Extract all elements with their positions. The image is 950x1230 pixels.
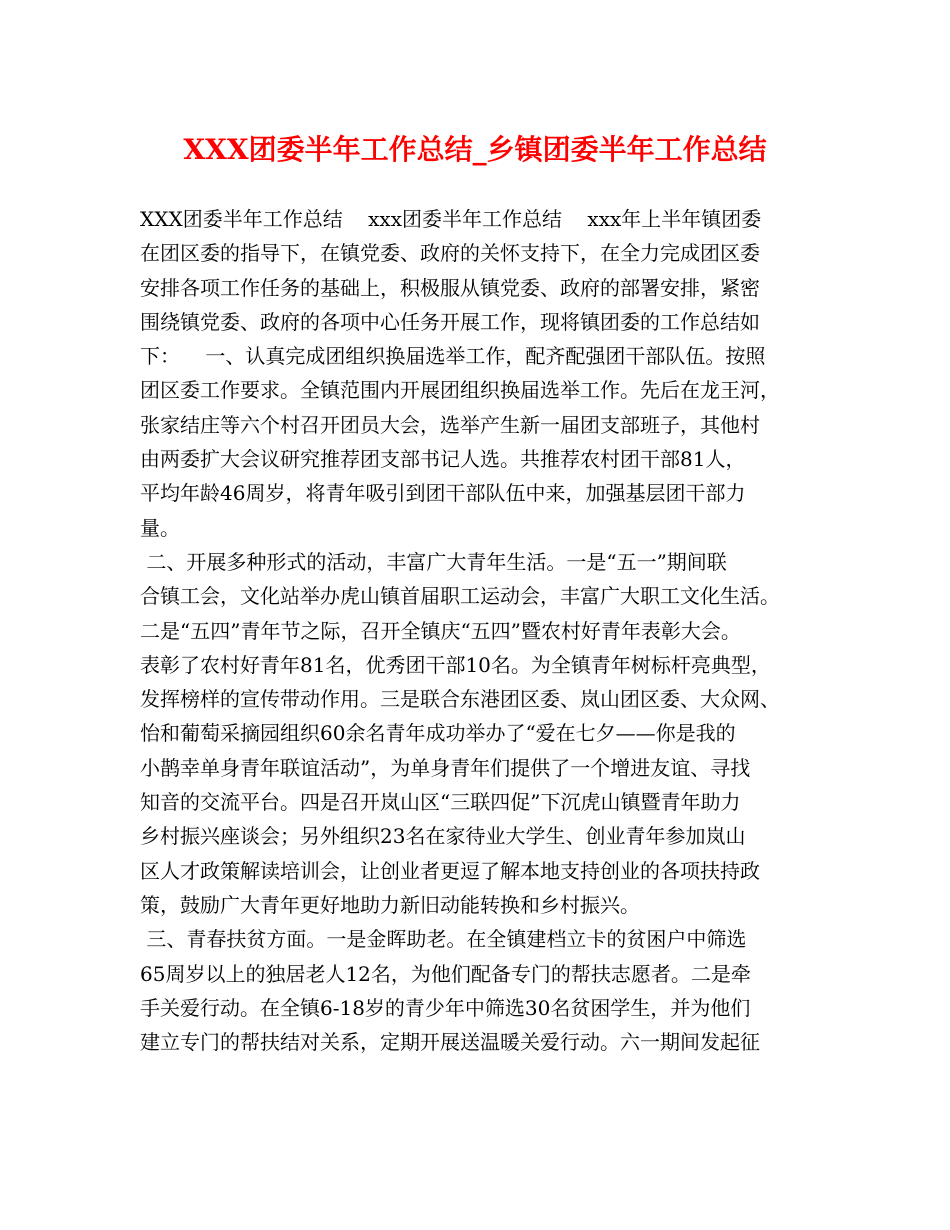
body-line: 三、青春扶贫方面。一是金晖助老。在全镇建档立卡的贫困户中筛选	[140, 927, 747, 952]
body-line: 65周岁以上的独居老人12名，为他们配备专门的帮扶志愿者。二是牵	[140, 961, 751, 986]
body-line: 平均年龄46周岁，将青年吸引到团干部队伍中来，加强基层团干部力	[140, 481, 746, 506]
body-line: 乡村振兴座谈会；另外组织23名在家待业大学生、创业青年参加岚山	[140, 824, 746, 849]
body-line: XXX团委半年工作总结 xxx团委半年工作总结 xxx年上半年镇团委	[140, 207, 762, 231]
body-line: 在团区委的指导下，在镇党委、政府的关怀支持下，在全力完成团区委	[140, 241, 760, 266]
body-line: 下： 一、认真完成团组织换届选举工作，配齐配强团干部队伍。按照	[140, 344, 766, 369]
body-line: 安排各项工作任务的基础上，积极服从镇党委、政府的部署安排，紧密	[140, 275, 760, 300]
body-line: 策，鼓励广大青年更好地助力新旧动能转换和乡村振兴。	[140, 892, 640, 917]
body-line: 怡和葡萄采摘园组织60余名青年成功举办了“爱在七夕——你是我的	[140, 721, 736, 746]
document-body	[140, 202, 820, 1059]
body-line: 表彰了农村好青年81名，优秀团干部10名。为全镇青年树标杆亮典型，	[140, 652, 771, 677]
body-line: 知音的交流平台。四是召开岚山区“三联四促”下沉虎山镇暨青年助力	[140, 790, 741, 815]
body-line: 围绕镇党委、政府的各项中心任务开展工作，现将镇团委的工作总结如	[140, 309, 760, 334]
body-line: 二、开展多种形式的活动，丰富广大青年生活。一是“五一”期间联	[140, 549, 727, 574]
body-line: 二是“五四”青年节之际，召开全镇庆“五四”暨农村好青年表彰大会。	[140, 618, 741, 643]
body-line: 小鹊幸单身青年联谊活动”，为单身青年们提供了一个增进友谊、寻找	[140, 755, 751, 780]
body-line: 由两委扩大会议研究推荐团支部书记人选。共推荐农村团干部81人，	[140, 447, 746, 472]
body-line: 合镇工会，文化站举办虎山镇首届职工运动会，丰富广大职工文化生活。	[140, 584, 780, 609]
body-line: 团区委工作要求。全镇范围内开展团组织换届选举工作。先后在龙王河，	[140, 378, 780, 403]
body-line: 手关爱行动。在全镇6-18岁的青少年中筛选30名贫困学生，并为他们	[140, 995, 751, 1020]
body-line: 区人才政策解读培训会，让创业者更逗了解本地支持创业的各项扶持政	[140, 858, 760, 883]
document-title: XXX团委半年工作总结_乡镇团委半年工作总结	[183, 133, 767, 166]
body-line: 量。	[140, 515, 180, 540]
body-line: 建立专门的帮扶结对关系，定期开展送温暖关爱行动。六一期间发起征	[140, 1030, 760, 1055]
body-line: 张家结庄等六个村召开团员大会，选举产生新一届团支部班子，其他村	[140, 412, 760, 437]
body-line: 发挥榜样的宣传带动作用。三是联合东港团区委、岚山团区委、大众网、	[140, 687, 780, 712]
